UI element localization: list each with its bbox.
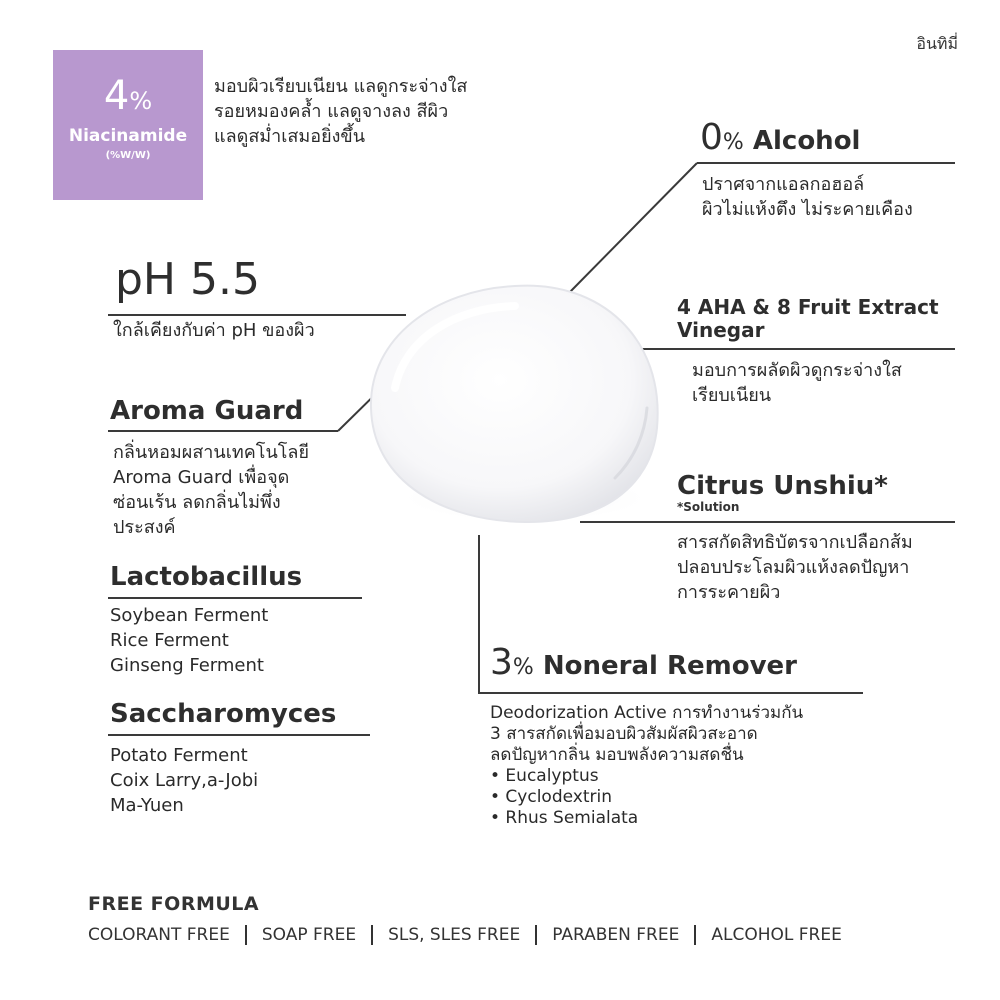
free-formula-list [88, 925, 842, 945]
citrus-subtitle: *Solution [677, 500, 740, 514]
separator [694, 925, 696, 945]
serum-droplet-image [365, 278, 665, 528]
list-item: Coix Larry,a-Jobi [110, 770, 259, 791]
ph-description: ใกล้เคียงกับค่า pH ของผิว [113, 320, 315, 341]
brand-name: อินทิมี่ [916, 34, 958, 53]
alcohol-connector [567, 163, 697, 295]
separator [245, 925, 247, 945]
saccharomyces-list [110, 743, 258, 818]
niacinamide-unit: (%W/W) [105, 150, 151, 161]
list-item: • Rhus Semialata [490, 808, 639, 828]
separator [535, 925, 537, 945]
alcohol-description: ปราศจากแอลกอฮอล์ ผิวไม่แห้งตึง ไม่ระคายเคือง [702, 174, 913, 220]
lactobacillus-list [110, 603, 268, 678]
lactobacillus-underline [108, 597, 362, 599]
list-item: Rice Ferment [110, 630, 229, 651]
free-item: PARABEN FREE [552, 925, 680, 945]
noneral-heading: 3% Noneral Remover [490, 642, 797, 683]
aroma-underline [108, 430, 338, 432]
free-formula-title: FREE FORMULA [88, 893, 260, 915]
aroma-heading: Aroma Guard [110, 396, 304, 426]
lactobacillus-heading: Lactobacillus [110, 562, 303, 592]
saccharomyces-underline [108, 734, 370, 736]
free-item: ALCOHOL FREE [711, 925, 842, 945]
free-item: SLS, SLES FREE [388, 925, 521, 945]
alcohol-underline [697, 162, 955, 164]
noneral-description: Deodorization Active การทำงานร่วมกัน 3 สารสกัดเพื่อมอบผิวสัมผัสผิวสะอาด ลดปัญหากลิ่น มอบพลังความสดชื่น • Eucalyptus • Cyclodextrin • Rhus Semialata [490, 703, 804, 828]
niacinamide-badge [53, 50, 203, 200]
list-item: • Eucalyptus [490, 766, 599, 786]
niacinamide-description: มอบผิวเรียบเนียน แลดูกระจ่างใส รอยหมองคล้ำ แลดูจางลง สีผิว แลดูสม่ำเสมอยิ่งขึ้น [214, 76, 468, 147]
aha-description: มอบการผลัดผิวดูกระจ่างใส เรียบเนียน [692, 360, 902, 406]
noneral-connector [478, 535, 480, 694]
niacinamide-name: Niacinamide [68, 126, 188, 146]
ph-underline [108, 314, 406, 316]
list-item: Soybean Ferment [110, 605, 269, 626]
list-item: • Cyclodextrin [490, 787, 612, 807]
aha-heading: 4 AHA & 8 Fruit Extract Vinegar [677, 295, 939, 342]
ph-heading: pH 5.5 [115, 254, 260, 305]
alcohol-heading: 0% Alcohol [700, 117, 861, 158]
saccharomyces-heading: Saccharomyces [110, 699, 337, 729]
citrus-description: สารสกัดสิทธิบัตรจากเปลือกส้ม ปลอบประโลมผิวแห้งลดปัญหา การระคายผิว [677, 532, 913, 603]
noneral-underline [478, 692, 863, 694]
free-item: COLORANT FREE [88, 925, 230, 945]
list-item: Ginseng Ferment [110, 655, 264, 676]
aha-underline [635, 348, 955, 350]
citrus-heading: Citrus Unshiu* [677, 471, 888, 501]
list-item: Potato Ferment [110, 745, 248, 766]
list-item: Ma-Yuen [110, 795, 184, 816]
free-item: SOAP FREE [261, 925, 357, 945]
separator [371, 925, 373, 945]
niacinamide-percent: 4% [103, 73, 153, 119]
aroma-description: กลิ่นหอมผสานเทคโนโลยี Aroma Guard เพื่อจุด ซ่อนเร้น ลดกลิ่นไม่พึ่ง ประสงค์ [113, 442, 309, 538]
